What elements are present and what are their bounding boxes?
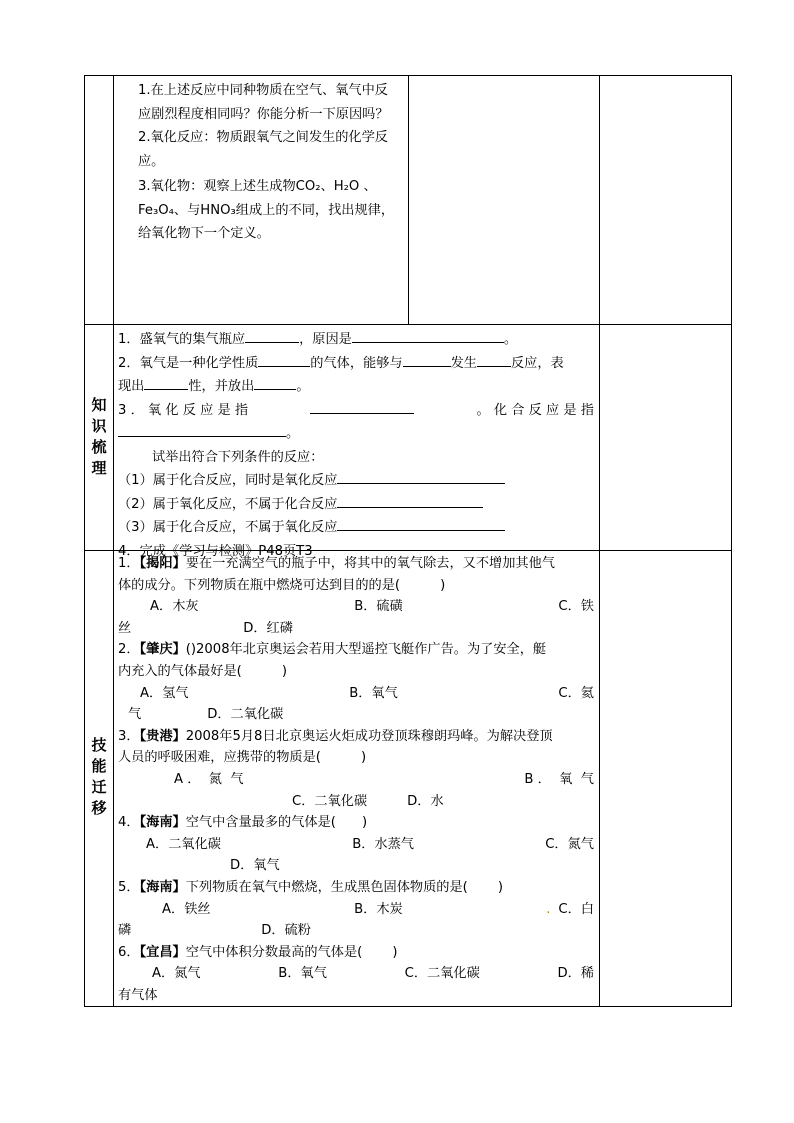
options-row (118, 596, 594, 618)
option-d[interactable]: D．硫粉 (261, 923, 311, 939)
option-d[interactable]: D．稀 (557, 966, 594, 982)
table-col-divider-1 (113, 75, 114, 1007)
mc-question-2: 2．【肇庆】()2008年北京奥运会若用大型遥控飞艇作广告。为了安全，艇 (118, 642, 547, 658)
options-row (118, 683, 594, 705)
option-c[interactable]: C．白 (558, 901, 594, 917)
discussion-line: 2.氧化反应：物质跟氧气之间发生的化学反 (138, 130, 388, 145)
options-row (118, 769, 594, 791)
option-b[interactable]: B．氧气 (349, 685, 398, 701)
option-c[interactable]: C．二氧化碳 (404, 966, 480, 982)
question-4: 4．完成《学习与检测》P48页T3 (118, 543, 313, 559)
table-col-divider-2 (599, 75, 600, 1007)
answer-blank[interactable] (118, 422, 286, 437)
option-d[interactable]: D．水 (407, 793, 444, 809)
option-c[interactable]: C．铁 (558, 599, 594, 615)
option-d[interactable]: D．氧气 (230, 858, 280, 874)
option-c[interactable]: C．氦 (558, 685, 594, 701)
option-b[interactable]: B．硫磺 (354, 599, 403, 615)
option-b[interactable]: B．水蒸气 (352, 836, 414, 852)
option-a[interactable]: A．二氧化碳 (146, 836, 221, 852)
answer-blank[interactable] (144, 375, 188, 390)
option-d[interactable]: D．二氧化碳 (207, 707, 284, 723)
discussion-line: 应。 (138, 153, 165, 169)
condition-3: （3）属于化合反应，不属于氧化反应 (118, 516, 594, 540)
discussion-line: 给氧化物下一个定义。 (138, 226, 270, 241)
option-a[interactable]: A．木灰 (150, 599, 199, 615)
section-label-skills: 技 能 迁 移 (91, 736, 107, 817)
answer-blank[interactable] (352, 328, 504, 343)
question-1: 1．盛氧气的集气瓶应 ，原因是 。 (118, 328, 594, 352)
option-b[interactable]: B．氧气 (278, 966, 327, 982)
oxidation-discussion (138, 79, 406, 246)
answer-blank[interactable] (254, 375, 296, 390)
answer-blank[interactable] (258, 352, 310, 367)
answer-blank[interactable] (477, 352, 511, 367)
answer-blank[interactable] (337, 469, 505, 484)
table-row-divider-1 (84, 324, 732, 325)
table-border-left (84, 75, 85, 1007)
option-d[interactable]: D．红磷 (243, 620, 293, 636)
discussion-line: 应剧烈程度相同吗？你能分析一下原因吗？ (138, 106, 389, 122)
discussion-line: 1.在上述反应中同种物质在空气、氧气中反 (138, 83, 388, 98)
question-3: 3 ． 氧 化 反 应 是 指 。 化 合 反 应 是 指 (118, 399, 594, 423)
mc-question-6: 6．【宜昌】空气中体积分数最高的气体是( ) (118, 944, 398, 960)
condition-2: （2）属于氧化反应，不属于化合反应 (118, 493, 594, 517)
skills-transfer: 1．【揭阳】要在一充满空气的瓶子中，将其中的氧气除去，又不增加其他气 体的成分。下列物质在瓶中燃烧可达到目的的是( ) A．木灰 B．硫磺 C．铁 丝 D．红磷 2．【肇庆】()2008年北京奥运会若用大型遥控飞艇作广告。为了安全，艇 内充入的气体最好是( ) A．氢气 B．氧气 C．氦 气 D．二氧化碳 3．【贵港】2008年5月8日北京奥运火炬成功登顶珠穆朗玛峰。为解决登顶 人员的呼吸困难，应携带的物质是( ) A ． 氮 气 B ． 氧 气 C．二氧化碳 D．水 4．【海南】空气中含量最多的气体是( ) A．二氧化碳 B．水蒸气 C．氮气 D．氧气 5．【海南】下列物质在氧气中燃烧，生成黑色固体物质的是( ) A．铁丝 B．木炭 . C．白 磷 D．硫粉 6．【宜昌】空气中体积分数最高的气体是( ) A．氮气 B．氧气 C．二氧化碳 D．稀 有气体 (118, 553, 594, 1006)
option-a[interactable]: A．氢气 (140, 685, 189, 701)
mc-question-3: 3．【贵港】2008年5月8日北京奥运火炬成功登顶珠穆朗玛峰。为解决登顶 (118, 728, 553, 744)
option-b[interactable]: B．木炭 (354, 901, 403, 917)
answer-blank[interactable] (337, 516, 505, 531)
option-b[interactable]: B ． 氧 气 (524, 771, 594, 787)
condition-1: （1）属于化合反应，同时是氧化反应 (118, 469, 594, 493)
discussion-line: Fe₃O₄、与HNO₃组成上的不同，找出规律， (138, 202, 395, 218)
question-2: 2．氧气是一种化学性质 的气体，能够与 发生 反应，表 (118, 352, 594, 376)
section-label-knowledge: 知 识 梳 理 (91, 396, 107, 477)
examples-intro: 试举出符合下列条件的反应： (152, 449, 324, 465)
table-inner-col-divider (408, 75, 409, 324)
options-row (118, 834, 594, 856)
option-a[interactable]: A ． 氮 气 (174, 771, 244, 787)
discussion-line: 3.氧化物：观察上述生成物CO₂、H₂O 、 (138, 179, 377, 194)
mc-question-5: 5．【海南】下列物质在氧气中燃烧，生成黑色固体物质的是( ) (118, 879, 503, 895)
option-a[interactable]: A．氮气 (152, 966, 201, 982)
table-border-right (731, 75, 732, 1007)
mc-question-4: 4．【海南】空气中含量最多的气体是( ) (118, 815, 368, 831)
answer-blank[interactable] (403, 352, 451, 367)
answer-blank[interactable] (310, 399, 414, 414)
answer-blank[interactable] (245, 328, 299, 343)
options-row: A．铁丝 B．木炭 . C．白 (118, 899, 594, 921)
knowledge-review (118, 328, 594, 563)
option-c[interactable]: C．氮气 (545, 836, 594, 852)
answer-blank[interactable] (337, 493, 483, 508)
option-a[interactable]: A．铁丝 (162, 901, 211, 917)
question-3-cont: 。 (118, 422, 594, 446)
question-2-cont: 现出 性，并放出 。 (118, 375, 594, 399)
options-row (118, 963, 594, 985)
option-c[interactable]: C．二氧化碳 (292, 793, 368, 809)
mc-question-1: 1．【揭阳】要在一充满空气的瓶子中，将其中的氧气除去，又不增加其他气 (118, 556, 555, 571)
